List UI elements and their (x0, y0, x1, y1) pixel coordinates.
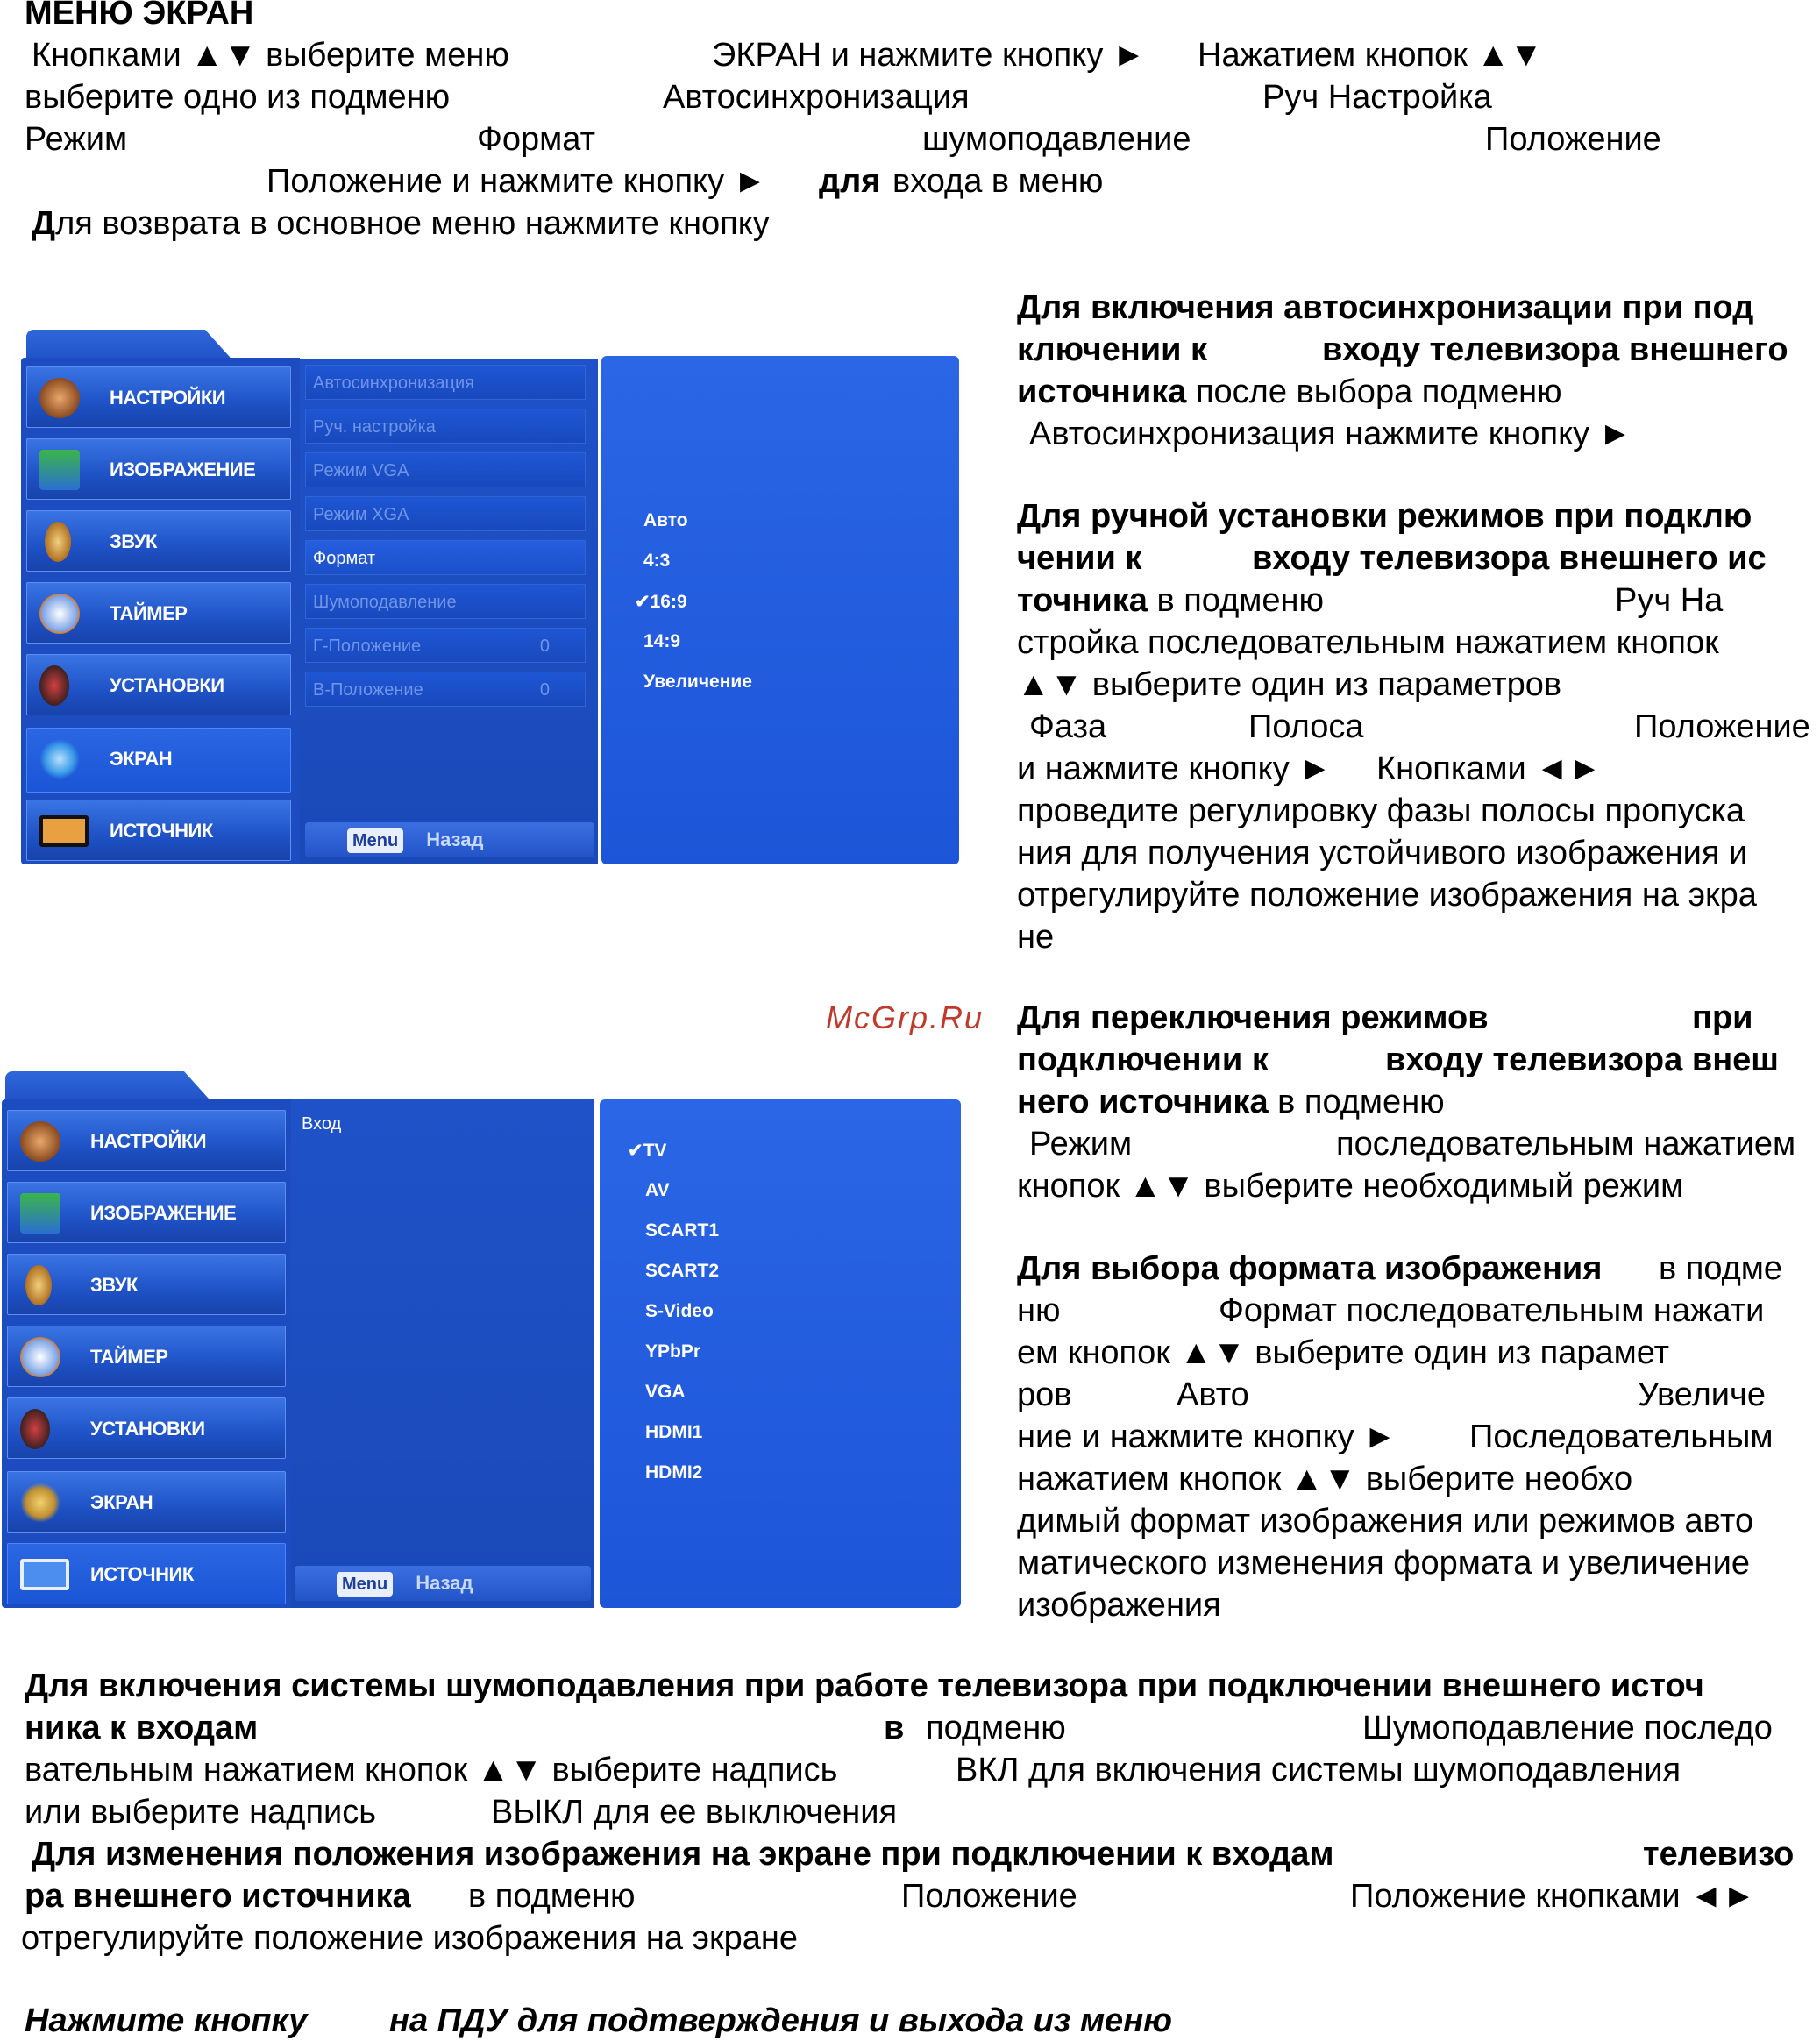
text-line: Формат последовательным нажати (1219, 1292, 1765, 1329)
menu-item-settings[interactable]: НАСТРОЙКИ (26, 366, 291, 428)
text-line: ние и нажмите кнопку ► (1017, 1419, 1397, 1455)
text-line: Для включения автосинхронизации при под (1017, 289, 1754, 326)
text-line: источника после выбора подменю (1017, 373, 1562, 410)
text-line: Руч На (1615, 582, 1724, 619)
music-note-icon (25, 1265, 52, 1305)
clock-icon (39, 594, 80, 634)
text-line: в (884, 1710, 905, 1746)
menu-item-timer[interactable]: ТАЙМЕР (7, 1326, 286, 1387)
text-line: в подме (1659, 1250, 1783, 1287)
screen-cross-icon (20, 1483, 60, 1523)
text-line: входу телевизора внешнего (1322, 331, 1788, 368)
picture-icon (20, 1193, 60, 1234)
wrench-icon (39, 378, 80, 418)
option-vga[interactable]: VGA (645, 1382, 686, 1402)
text-line: выберите одно из подменю (25, 79, 451, 116)
text-line: чении к (1017, 540, 1142, 577)
text-line: Автосинхронизация нажмите кнопку ► (1029, 416, 1632, 452)
menu-item-picture[interactable]: ИЗОБРАЖЕНИЕ (26, 438, 291, 500)
submenu-noise-reduction[interactable]: Шумоподавление (305, 584, 586, 619)
text-line: стройка последовательным нажатием кнопок (1017, 624, 1719, 661)
watermark: McGrp.Ru (826, 999, 985, 1035)
menu-item-screen[interactable]: ЭКРАН (26, 728, 291, 793)
option-4-3[interactable]: 4:3 (643, 551, 671, 571)
text-line: в подменю (468, 1878, 636, 1915)
menu-item-sound[interactable]: ЗВУК (26, 510, 291, 572)
text-line: Для изменения положения изображения на экране при подключении к входам (32, 1836, 1334, 1873)
text-line: димый формат изображения или режимов авто (1017, 1503, 1754, 1540)
back-button[interactable]: Menu Назад (305, 822, 594, 857)
text-line: и нажмите кнопку ► (1017, 750, 1332, 787)
text-line: кнопок ▲▼ выберите необходимый режим (1017, 1168, 1684, 1205)
music-note-icon (45, 522, 71, 562)
submenu-v-position[interactable]: В-Положение 0 (305, 672, 586, 707)
text-line: Руч Настройка (1262, 79, 1492, 116)
text-line: Увеличе (1638, 1376, 1766, 1413)
text-line: Авто (1177, 1376, 1249, 1413)
text-line: матического изменения формата и увеличение (1017, 1545, 1750, 1582)
text-line: Для ручной установки режимов при подклю (1017, 498, 1752, 535)
option-tv[interactable]: ✔TV (628, 1141, 667, 1161)
text-line: Автосинхронизация (663, 79, 970, 116)
text-line: входу телевизора внеш (1385, 1042, 1779, 1078)
text-line: для (819, 163, 881, 200)
picture-icon (39, 450, 80, 490)
text-line: подменю (926, 1710, 1066, 1746)
osd-source-screen (2, 1071, 961, 1608)
submenu-xga-mode[interactable]: Режим XGA (305, 496, 586, 531)
menu-item-source[interactable]: ИСТОЧНИК (26, 800, 291, 861)
option-16-9[interactable]: ✔16:9 (635, 592, 687, 612)
screen-cross-icon (39, 739, 80, 779)
text-line: ключении к (1017, 331, 1208, 368)
page-title: МЕНЮ ЭКРАН (25, 0, 254, 32)
menu-item-screen[interactable]: ЭКРАН (7, 1471, 286, 1533)
text-line: ВЫКЛ для ее выключения (491, 1794, 898, 1831)
text-line: шумоподавление (922, 121, 1191, 158)
text-line: ▲▼ выберите один из параметров (1017, 666, 1562, 703)
text-line: него источника в подменю (1017, 1084, 1445, 1120)
text-line: проведите регулировку фазы полосы пропуска (1017, 793, 1745, 829)
text-line: или выберите надпись (25, 1794, 377, 1831)
text-line: Режим (1029, 1126, 1133, 1163)
option-14-9[interactable]: 14:9 (643, 631, 681, 651)
tools-icon (39, 665, 69, 706)
text-line: Для включения системы шумоподавления при работе телевизора при подключении внешнего источ (25, 1668, 1704, 1704)
text-line: на ПДУ для подтверждения и выхода из меню (389, 2002, 1172, 2039)
osd-menu-screen (21, 330, 959, 864)
text-line: точника в подменю (1017, 582, 1325, 619)
text-line: Шумоподавление последо (1362, 1710, 1773, 1746)
text-line: при (1692, 999, 1753, 1036)
text-line: Кнопками ▲▼ выберите меню (32, 37, 509, 74)
menu-item-sound[interactable]: ЗВУК (7, 1254, 286, 1315)
text-line: Полоса (1248, 708, 1364, 745)
option-auto[interactable]: Авто (643, 510, 688, 530)
text-line: ем кнопок ▲▼ выберите один из парамет (1017, 1334, 1670, 1371)
text-line: Положение кнопками ◄► (1350, 1878, 1756, 1915)
submenu-format[interactable]: Формат (305, 540, 586, 575)
submenu-input[interactable]: Вход (302, 1114, 342, 1134)
text-line: Положение и нажмите кнопку ► (267, 163, 767, 200)
menu-item-setup[interactable]: УСТАНОВКИ (7, 1397, 286, 1459)
back-button[interactable]: Menu Назад (295, 1566, 591, 1601)
monitor-icon (20, 1559, 69, 1590)
text-line: Нажмите кнопку (25, 2002, 308, 2039)
text-line: последовательным нажатием (1336, 1126, 1796, 1163)
text-line: ров (1017, 1376, 1072, 1413)
clock-icon (20, 1337, 60, 1377)
text-line: не (1017, 919, 1055, 956)
text-line: Для возврата в основное меню нажмите кнопку (32, 205, 770, 242)
option-scart2[interactable]: SCART2 (645, 1261, 720, 1281)
text-line: ния для получения устойчивого изображения и (1017, 835, 1748, 871)
menu-item-settings[interactable]: НАСТРОЙКИ (7, 1110, 286, 1171)
text-line: отрегулируйте положение изображения на экра (1017, 877, 1757, 914)
submenu-h-position[interactable]: Г-Положение 0 (305, 628, 586, 663)
text-line: Фаза (1029, 708, 1107, 745)
text-line: нажатием кнопок ▲▼ выберите необхо (1017, 1461, 1633, 1497)
text-line: Для выбора формата изображения (1017, 1250, 1603, 1287)
option-ypbpr[interactable]: YPbPr (645, 1341, 701, 1362)
text-line: телевизо (1643, 1836, 1795, 1873)
wrench-icon (20, 1121, 60, 1162)
menu-item-setup[interactable]: УСТАНОВКИ (26, 654, 291, 715)
text-line: изображения (1017, 1587, 1221, 1624)
option-zoom[interactable]: Увеличение (643, 672, 752, 692)
text-line: ра внешнего источника (25, 1878, 411, 1915)
submenu-vga-mode[interactable]: Режим VGA (305, 452, 586, 487)
text-line: ника к входам (25, 1710, 259, 1746)
text-line: Последовательным (1469, 1419, 1774, 1455)
option-av[interactable]: AV (645, 1180, 670, 1200)
text-line: ню (1017, 1292, 1061, 1329)
option-svideo[interactable]: S-Video (645, 1301, 714, 1321)
text-line: входу телевизора внешнего ис (1252, 540, 1767, 577)
text-line: Кнопками ◄► (1376, 750, 1602, 787)
text-line: Формат (477, 121, 595, 158)
text-line: Для переключения режимов (1017, 999, 1489, 1036)
text-line: Положение (1485, 121, 1661, 158)
text-line: ВКЛ для включения системы шумоподавления (956, 1752, 1681, 1789)
text-line: подключении к (1017, 1042, 1269, 1078)
text-line: Режим (25, 121, 128, 158)
menu-item-source[interactable]: ИСТОЧНИК (7, 1543, 286, 1604)
menu-item-picture[interactable]: ИЗОБРАЖЕНИЕ (7, 1182, 286, 1243)
option-scart1[interactable]: SCART1 (645, 1220, 720, 1241)
text-line: вательным нажатием кнопок ▲▼ выберите надпись (25, 1752, 838, 1789)
text-line: входа в меню (892, 163, 1104, 200)
submenu-manual-setup[interactable]: Руч. настройка (305, 409, 586, 444)
tools-icon (20, 1409, 50, 1449)
text-line: отрегулируйте положение изображения на экране (21, 1920, 799, 1957)
text-line: ЭКРАН и нажмите кнопку ► (712, 37, 1146, 74)
option-hdmi2[interactable]: HDMI2 (645, 1462, 703, 1483)
text-line: Положение (901, 1878, 1077, 1915)
monitor-icon (39, 815, 89, 847)
text-line: Нажатием кнопок ▲▼ (1198, 37, 1543, 74)
menu-item-timer[interactable]: ТАЙМЕР (26, 582, 291, 644)
option-hdmi1[interactable]: HDMI1 (645, 1422, 703, 1442)
submenu-autosync[interactable]: Автосинхронизация (305, 365, 586, 400)
text-line: Положение (1634, 708, 1810, 745)
